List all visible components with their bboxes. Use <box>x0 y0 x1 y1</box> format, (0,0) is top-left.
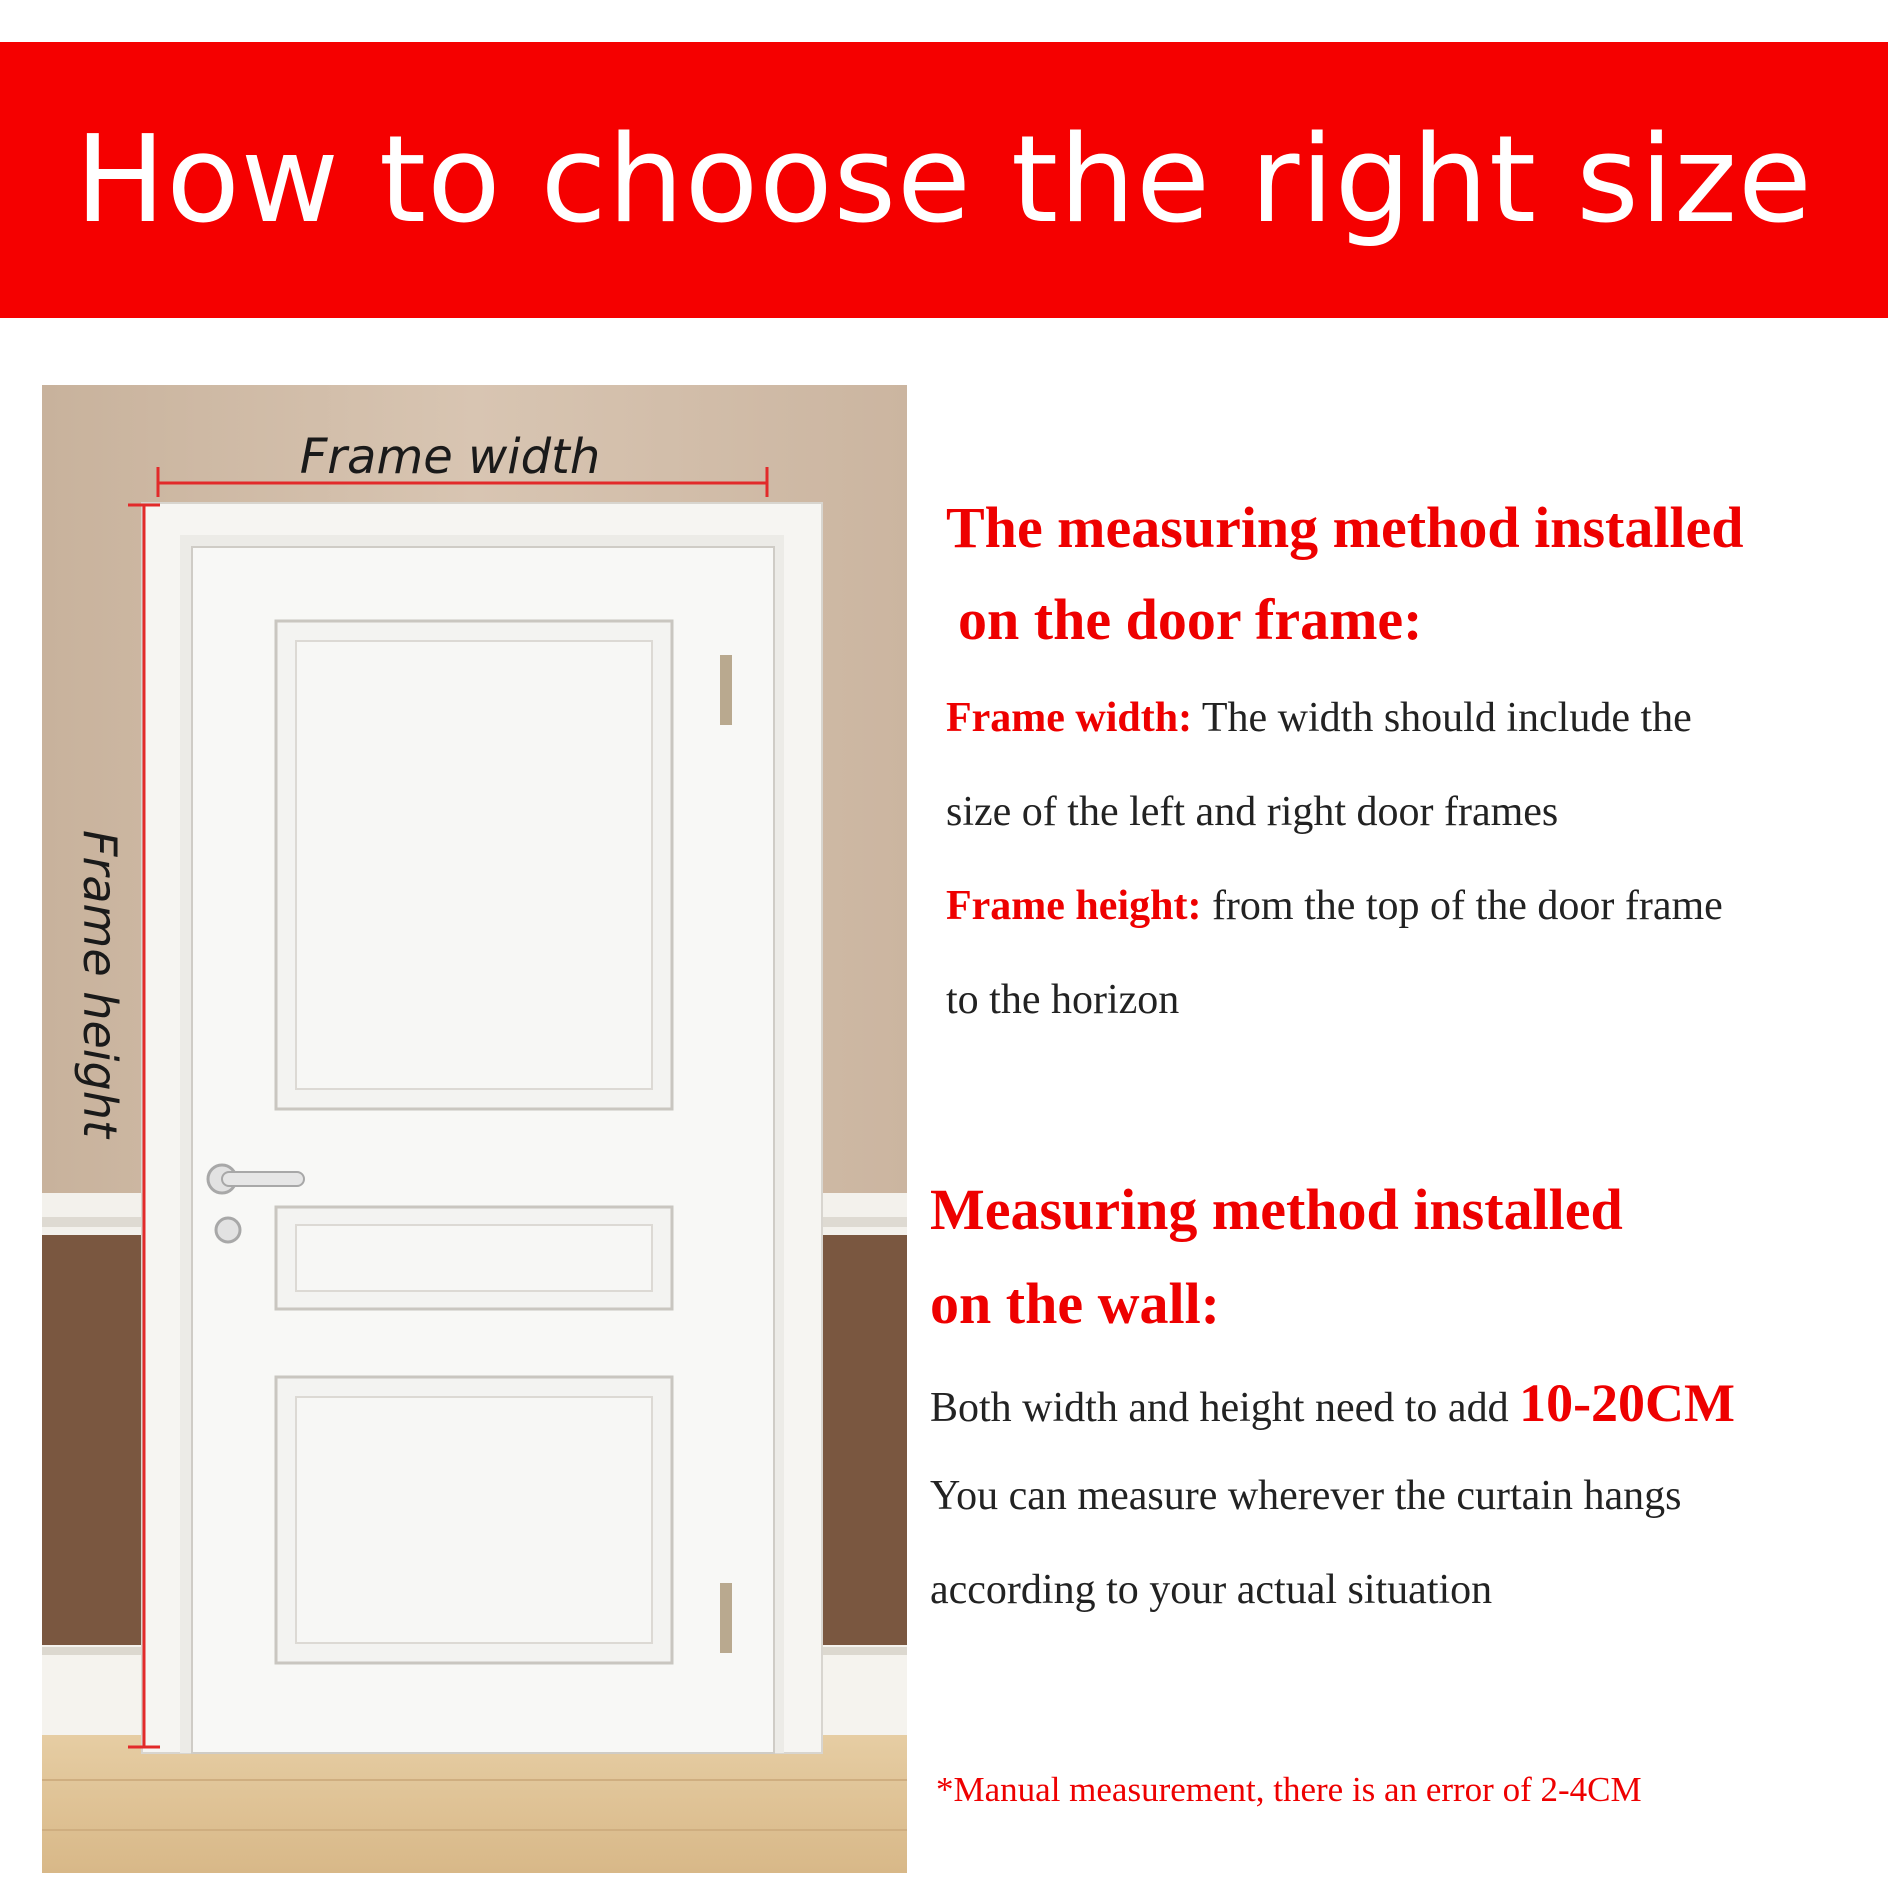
title-banner <box>0 42 1888 318</box>
wall-description-line2: You can measure wherever the curtain hangs <box>930 1473 1682 1519</box>
wall-description-line1 <box>930 1372 1735 1434</box>
door-frame-heading-line1: The measuring method installed <box>946 495 1744 560</box>
door-illustration-svg <box>42 385 907 1873</box>
wall-desc-text: Both width and height need to add <box>930 1385 1509 1431</box>
page-title: How to choose the right size <box>75 110 1813 250</box>
hinge-bottom <box>720 1583 732 1653</box>
wall-heading-line1: Measuring method installed <box>930 1177 1623 1242</box>
wall-heading-line2: on the wall: <box>930 1271 1220 1336</box>
frame-height-desc-text-line2: to the horizon <box>946 977 1180 1023</box>
frame-height-description <box>946 882 1723 930</box>
wall-description-line3: according to your actual situation <box>930 1567 1493 1613</box>
frame-height-desc-label: Frame height: <box>946 883 1202 929</box>
footnote: *Manual measurement, there is an error of 2-4CM <box>936 1770 1642 1809</box>
frame-height-label: Frame height <box>73 830 127 1138</box>
frame-width-desc-label: Frame width: <box>946 695 1193 741</box>
frame-width-description <box>946 694 1692 742</box>
frame-width-label: Frame width <box>299 429 601 485</box>
door-lock-icon <box>216 1218 240 1242</box>
door-frame-heading-line2: on the door frame: <box>958 587 1423 652</box>
frame-height-desc-text: from the top of the door frame <box>1211 883 1723 929</box>
door-illustration <box>42 385 907 1873</box>
frame-width-desc-text-line2: size of the left and right door frames <box>946 789 1559 835</box>
hinge-top <box>720 655 732 725</box>
frame-width-desc-text: The width should include the <box>1201 695 1692 741</box>
wall-add-highlight: 10-20CM <box>1519 1373 1736 1433</box>
floor <box>42 1735 907 1873</box>
